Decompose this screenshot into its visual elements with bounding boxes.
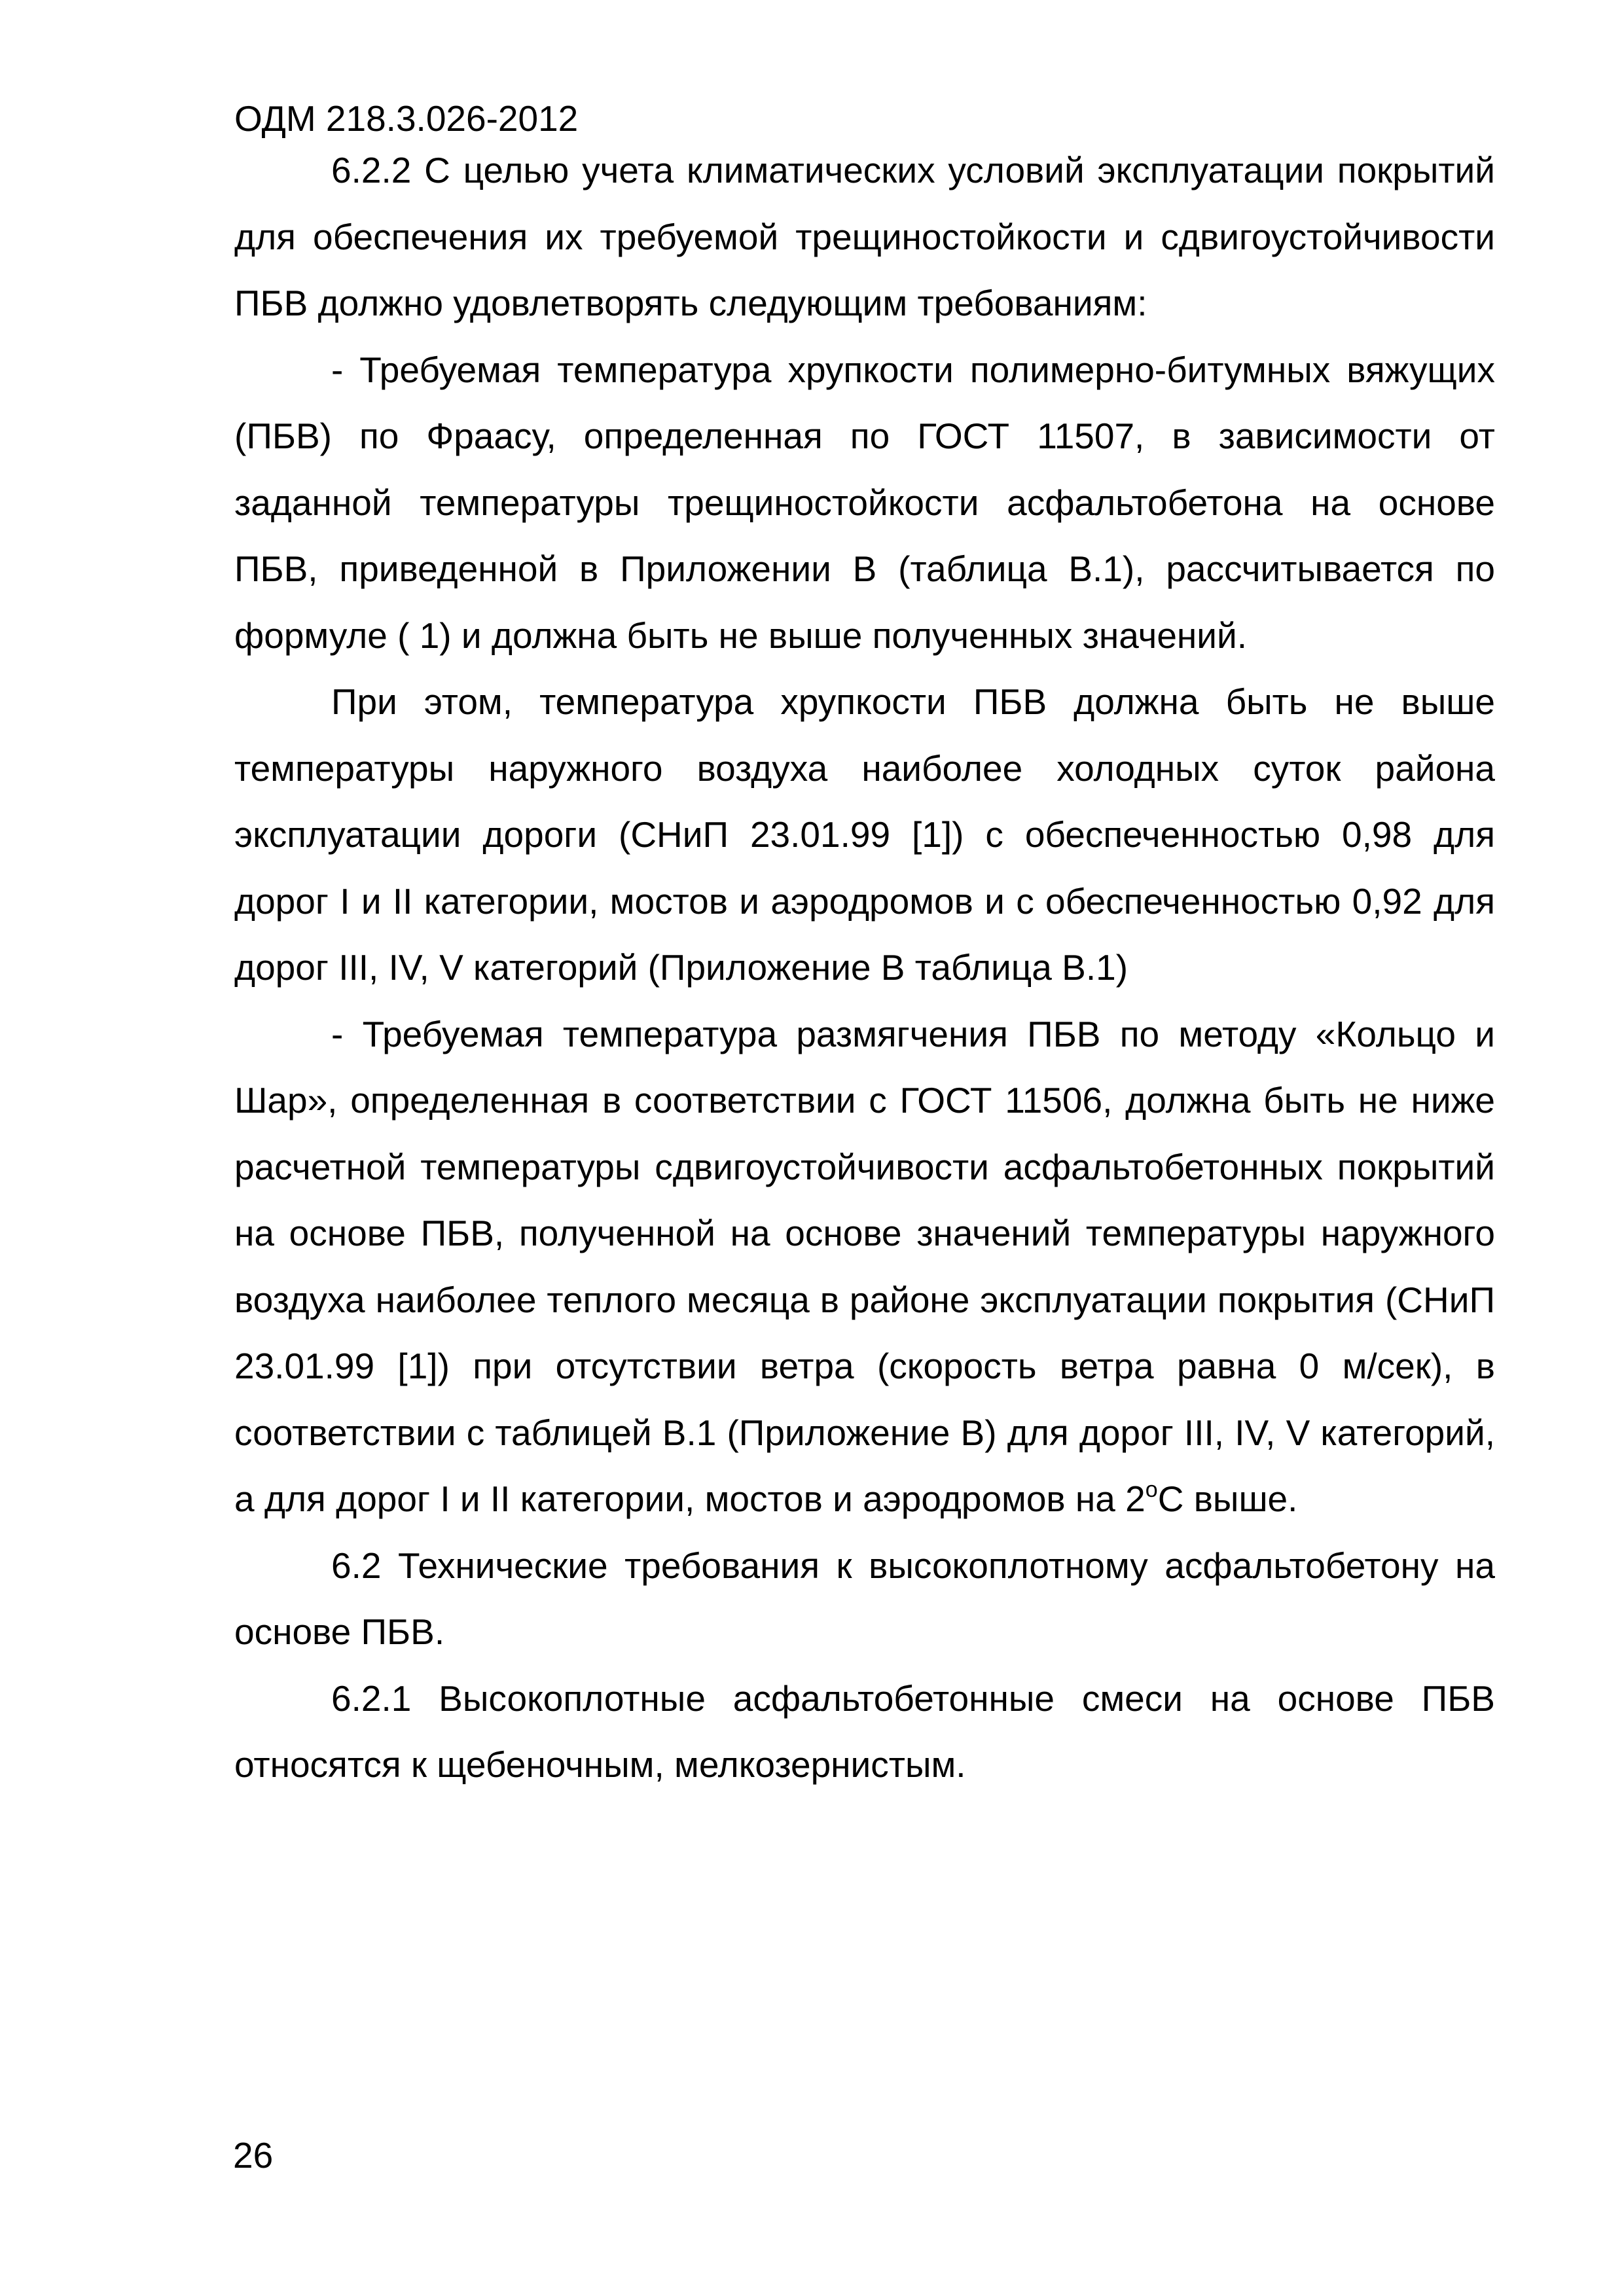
paragraph-softening-temperature (234, 1001, 1495, 1533)
section-6-2-title: 6.2 Технические требования к высокоплотному асфальтобетону на основе ПБВ. (234, 1545, 1495, 1652)
document-code-header: ОДМ 218.3.026-2012 (234, 98, 579, 139)
softening-text-end: С выше. (1157, 1479, 1298, 1519)
softening-text: - Требуемая температура размягчения ПБВ по методу «Кольцо и Шар», определенная в соответствии с ГОСТ 11506, должна быть не ниже расчетной температуры сдвигоустойчивости асфальтобетонных покрытий на основе ПБВ, полученной на основе значений температуры наружного воздуха наиболее теплого месяца в районе эксплуатации покрытия (СНиП 23.01.99 [1]) при отсутствии ветра (скорость ветра равна 0 м/сек), в соответствии с таблицей В.1 (Приложение В) для дорог III, IV, V категорий, а для дорог I и II категории, мостов и аэродромов на 2 (234, 1013, 1495, 1519)
paragraph-brittleness-note: При этом, температура хрупкости ПБВ должна быть не выше температуры наружного воздуха наиболее холодных суток района эксплуатации дороги (СНиП 23.01.99 [1]) с обеспеченностью 0,98 для дорог I и II категории, мостов и аэродромов и с обеспеченностью 0,92 для дорог III, IV, V категорий (Приложение В таблица В.1) (234, 681, 1495, 988)
paragraph-6-2-1: 6.2.1 Высокоплотные асфальтобетонные смеси на основе ПБВ относятся к щебеночным, мелкозернистым. (234, 1677, 1495, 1785)
document-body (234, 137, 1495, 1799)
paragraph-brittleness-temperature: - Требуемая температура хрупкости полимерно-битумных вяжущих (ПБВ) по Фраасу, определенная по ГОСТ 11507, в зависимости от заданной температуры трещиностойкости асфальтобетона на основе ПБВ, приведенной в Приложении В (таблица В.1), рассчитывается по формуле ( 1) и должна быть не выше полученных значений. (234, 349, 1495, 656)
degree-sign: o (1145, 1477, 1158, 1502)
paragraph-6-2-2-intro: 6.2.2 С целью учета климатических условий эксплуатации покрытий для обеспечения их требуемой трещиностойкости и сдвигоустойчивости ПБВ должно удовлетворять следующим требованиям: (234, 150, 1495, 323)
page-number: 26 (233, 2135, 274, 2176)
